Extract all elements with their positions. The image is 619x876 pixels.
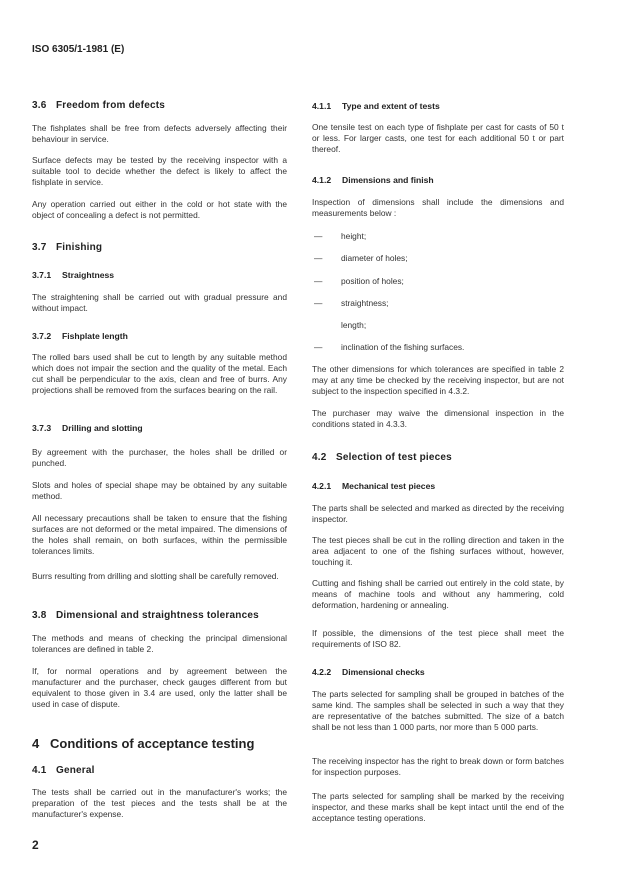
paragraph: Surface defects may be tested by the receiving inspector with a suitable tool to decide whether the defect is likely to affect the fishplate in service. [32, 155, 287, 187]
heading-3-7-3: 3.7.3 Drilling and slotting [32, 423, 143, 433]
paragraph: The receiving inspector has the right to break down or form batches for inspection purposes. [312, 756, 564, 777]
heading-3-7-1: 3.7.1 Straightness [32, 270, 115, 280]
paragraph: Slots and holes of special shape may be obtained by any suitable method. [32, 480, 287, 501]
list-item: — position of holes; [314, 276, 404, 286]
list-item: — diameter of holes; [314, 253, 408, 263]
paragraph: The purchaser may waive the dimensional inspection in the conditions stated in 4.3.3. [312, 408, 564, 429]
heading-4: 4 Conditions of acceptance testing [32, 736, 255, 751]
document-header: ISO 6305/1-1981 (E) [32, 44, 125, 55]
paragraph: If, for normal operations and by agreement between the manufacturer and the purchaser, check gauges different from but equivalent to those given in 3.4 are used, only the latter shall be used in case of dispute. [32, 666, 287, 709]
paragraph: The other dimensions for which tolerances are specified in table 2 may at any time be checked by the receiving inspector, but are not subject to the inspection specified in 4.3.2. [312, 364, 564, 396]
page-number: 2 [32, 838, 39, 852]
list-item: — straightness; [314, 298, 389, 308]
paragraph: The straightening shall be carried out with gradual pressure and without impact. [32, 292, 287, 313]
paragraph: The test pieces shall be cut in the rolling direction and taken in the area adjacent to one of the fishing surfaces without, however, touching it. [312, 535, 564, 567]
paragraph: Inspection of dimensions shall include the dimensions and measurements below : [312, 197, 564, 218]
heading-3-8: 3.8 Dimensional and straightness tolerances [32, 610, 259, 621]
paragraph: One tensile test on each type of fishplate per cast for casts of 50 t or less. For larger casts, one test for each additional 50 t or part thereof. [312, 122, 564, 154]
heading-3-7-2: 3.7.2 Fishplate length [32, 331, 128, 341]
heading-4-1: 4.1 General [32, 765, 95, 776]
paragraph: If possible, the dimensions of the test piece shall meet the requirements of ISO 82. [312, 628, 564, 649]
heading-4-1-1: 4.1.1 Type and extent of tests [312, 101, 440, 111]
paragraph: The parts selected for sampling shall be marked by the receiving inspector, and these marks shall be kept intact until the end of the acceptance testing operations. [312, 791, 564, 823]
paragraph: Burrs resulting from drilling and slotting shall be carefully removed. [32, 571, 279, 581]
list-item: — height; [314, 231, 367, 241]
list-item: — inclination of the fishing surfaces. [314, 342, 465, 352]
paragraph: The methods and means of checking the principal dimensional tolerances are defined in table 2. [32, 633, 287, 654]
list-item: length; [341, 320, 367, 330]
heading-4-1-2: 4.1.2 Dimensions and finish [312, 175, 434, 185]
heading-4-2-2: 4.2.2 Dimensional checks [312, 667, 425, 677]
paragraph: The rolled bars used shall be cut to length by any suitable method which does not impair the section and the quality of the metal. Each cut shall be perpendicular to the axis, clean and free of burrs. Any projections shall be removed from the surfaces bearing on the rail. [32, 352, 287, 395]
paragraph: By agreement with the purchaser, the holes shall be drilled or punched. [32, 447, 287, 468]
paragraph: The tests shall be carried out in the manufacturer's works; the preparation of the test pieces and the tests shall be at the manufacturer's expense. [32, 787, 287, 819]
paragraph: The fishplates shall be free from defects adversely affecting their behaviour in service. [32, 123, 287, 144]
paragraph: All necessary precautions shall be taken to ensure that the fishing surfaces are not deformed or the metal impaired. The dimensions of the holes shall remain, on both surfaces, within the permissible tolerances limits. [32, 513, 287, 556]
paragraph: Cutting and fishing shall be carried out entirely in the cold state, by means of machine tools and without any hammering, cold deformation, hardening or annealing. [312, 578, 564, 610]
paragraph: The parts selected for sampling shall be grouped in batches of the same kind. The samples shall be selected in such a way that they are representative of the batches submitted. The size of a batch shall be not less than 1 000 parts, nor more than 5 000 parts. [312, 689, 564, 732]
heading-4-2-1: 4.2.1 Mechanical test pieces [312, 481, 436, 491]
paragraph: The parts shall be selected and marked as directed by the receiving inspector. [312, 503, 564, 524]
heading-3-7: 3.7 Finishing [32, 242, 103, 253]
paragraph: Any operation carried out either in the cold or hot state with the object of concealing a defect is not permitted. [32, 199, 287, 220]
heading-3-6: 3.6 Freedom from defects [32, 100, 166, 111]
heading-4-2: 4.2 Selection of test pieces [312, 452, 452, 463]
